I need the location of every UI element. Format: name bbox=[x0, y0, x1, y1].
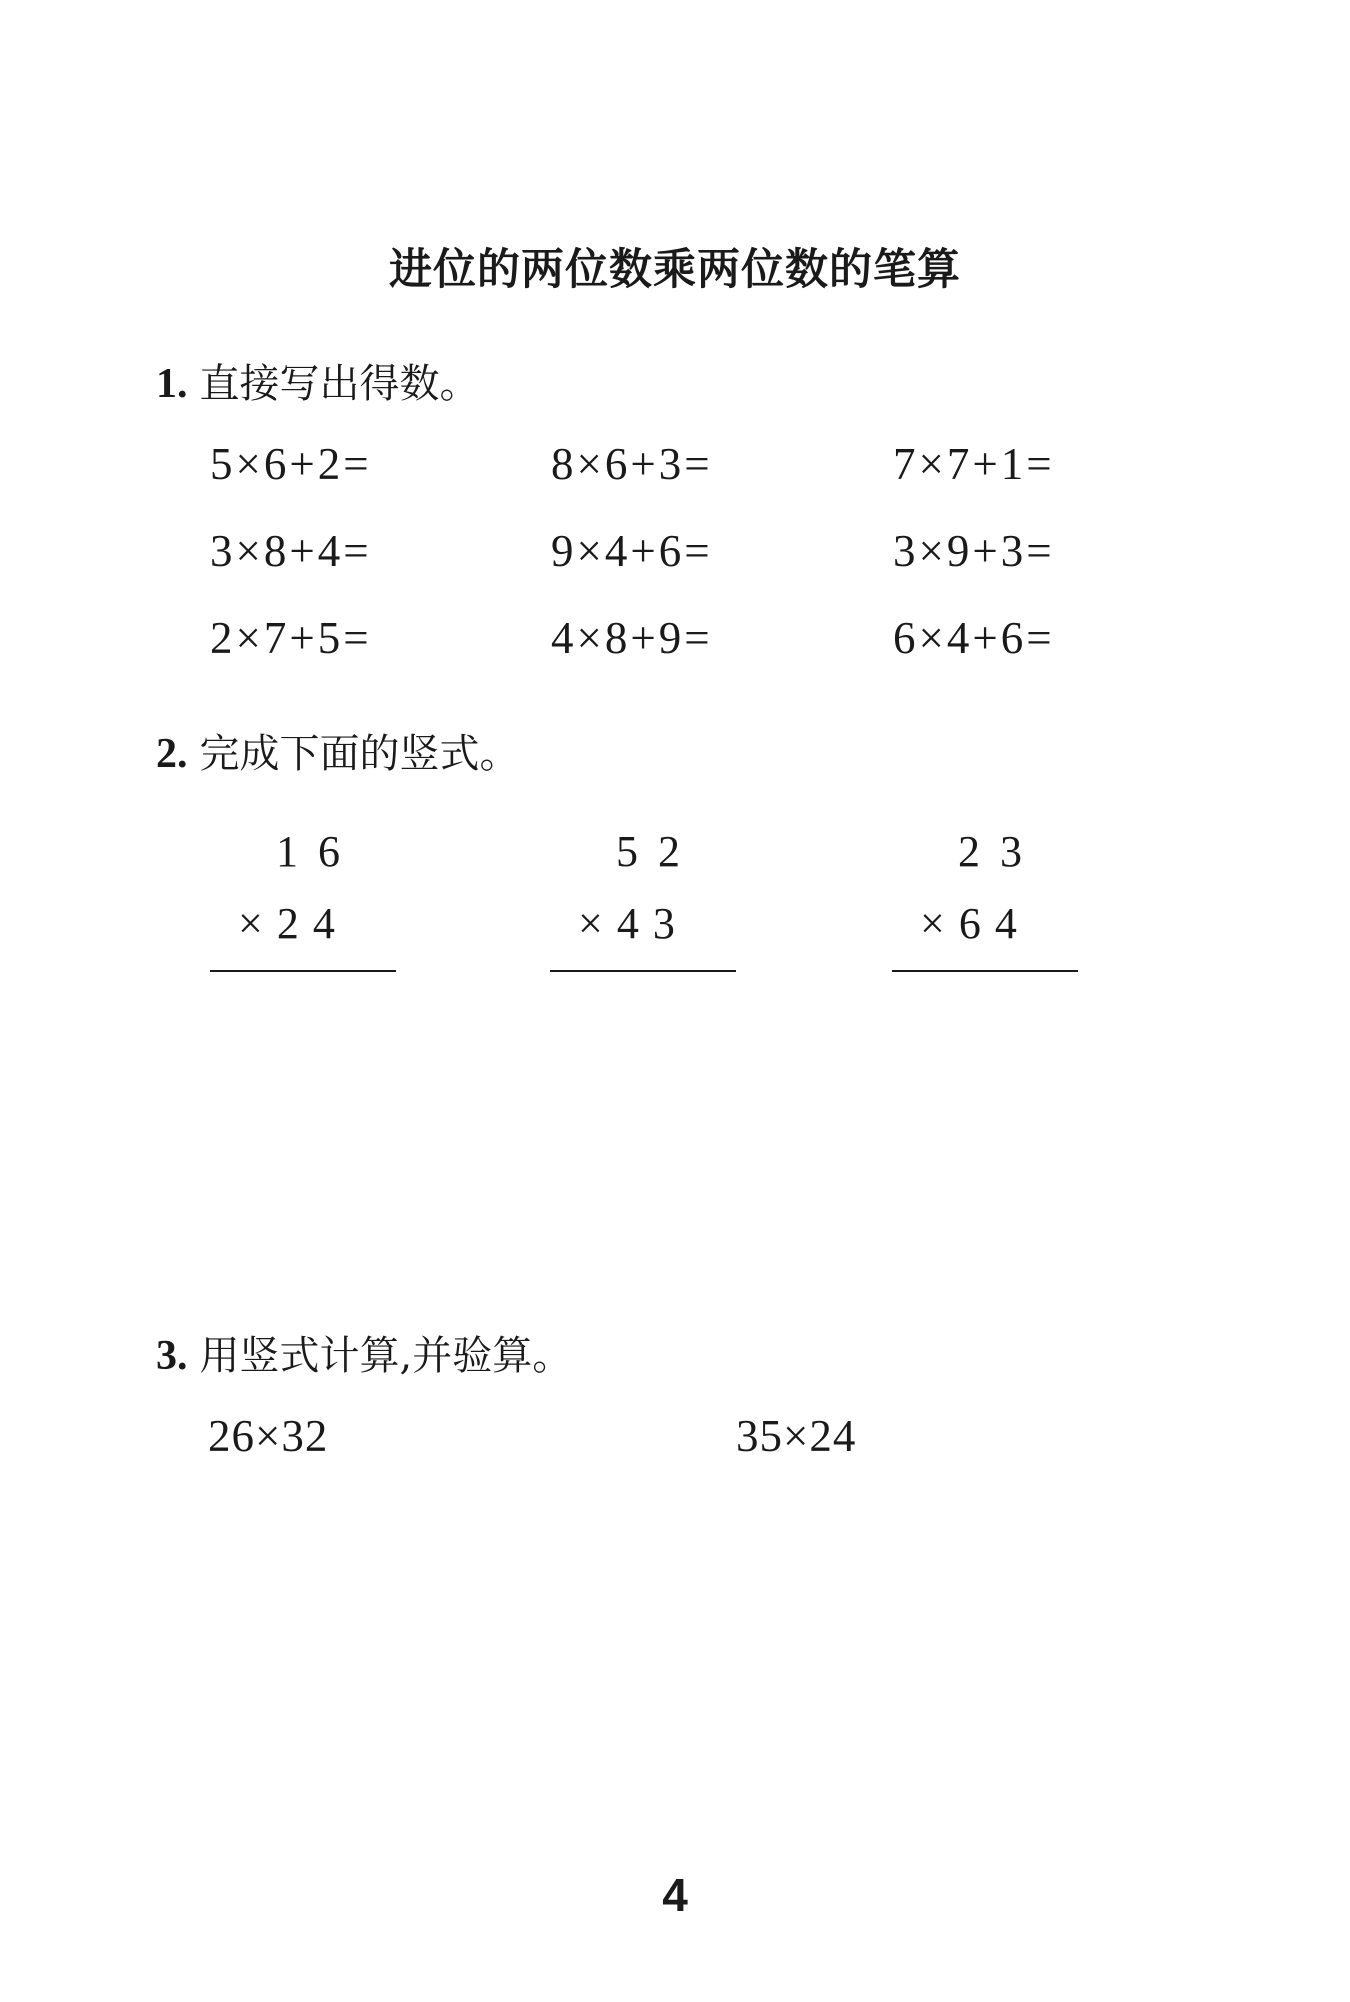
vertical-problem-3 bbox=[892, 826, 1078, 976]
vertical-problem-2 bbox=[550, 826, 736, 976]
section-2-number: 2. bbox=[156, 731, 188, 777]
vertical-rule bbox=[892, 970, 1078, 972]
equation-r1c1: 5×6+2= bbox=[210, 439, 372, 489]
equation-r3c3: 6×4+6= bbox=[893, 613, 1055, 663]
page-title: 进位的两位数乘两位数的笔算 bbox=[389, 245, 961, 295]
vertical-multiplier: ×43 bbox=[578, 899, 689, 948]
calc-problem-1: 26×32 bbox=[208, 1411, 329, 1461]
equation-r1c3: 7×7+1= bbox=[893, 439, 1055, 489]
vertical-multiplier: ×24 bbox=[238, 899, 349, 948]
vertical-rule bbox=[550, 970, 736, 972]
section-1-number: 1. bbox=[156, 361, 188, 407]
section-2-heading bbox=[156, 722, 520, 779]
section-1-instruction: 直接写出得数。 bbox=[199, 361, 480, 407]
vertical-rule bbox=[210, 970, 396, 972]
vertical-problem-1 bbox=[210, 826, 396, 976]
vertical-multiplier: ×64 bbox=[920, 899, 1031, 948]
equation-r1c2: 8×6+3= bbox=[551, 439, 713, 489]
section-3-heading bbox=[156, 1324, 572, 1381]
vertical-top-number: 52 bbox=[616, 827, 700, 876]
vertical-top-number: 16 bbox=[276, 827, 360, 876]
section-1-heading bbox=[156, 352, 480, 409]
equation-r2c3: 3×9+3= bbox=[893, 526, 1055, 576]
calc-problem-2: 35×24 bbox=[736, 1411, 857, 1461]
equation-r2c2: 9×4+6= bbox=[551, 526, 713, 576]
equation-r3c1: 2×7+5= bbox=[210, 613, 372, 663]
vertical-top-number: 23 bbox=[958, 827, 1042, 876]
section-3-instruction: 用竖式计算,并验算。 bbox=[199, 1333, 573, 1379]
section-3-number: 3. bbox=[156, 1333, 188, 1379]
section-2-instruction: 完成下面的竖式。 bbox=[199, 731, 520, 777]
equation-r2c1: 3×8+4= bbox=[210, 526, 372, 576]
equation-r3c2: 4×8+9= bbox=[551, 613, 713, 663]
page-number: 4 bbox=[662, 1869, 688, 1921]
